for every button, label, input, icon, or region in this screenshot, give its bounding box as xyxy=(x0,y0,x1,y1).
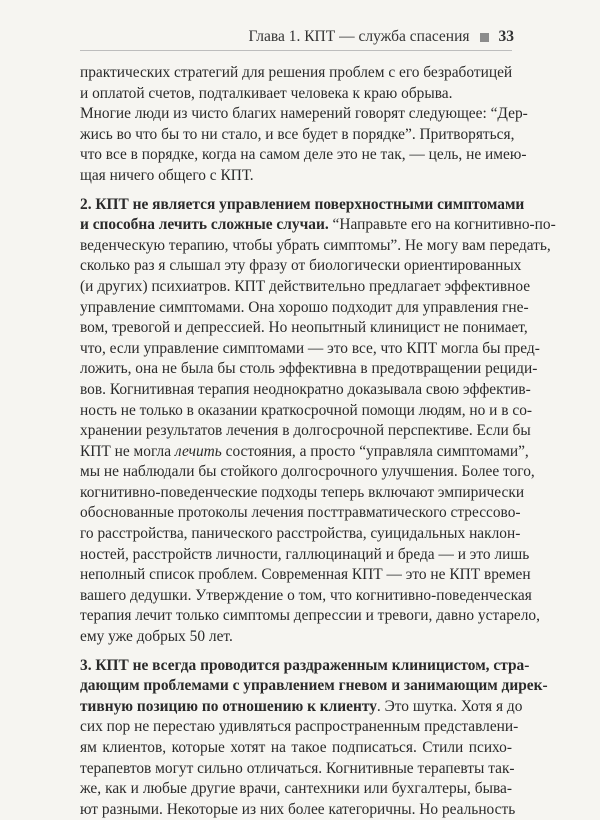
header-rule xyxy=(80,50,512,51)
text-line: вашего дедушки. Утверждение о том, что когнитивно-поведенческая xyxy=(80,586,532,604)
text-line: ностей, расстройств личности, галлюцинаций и бреда — и это лишь xyxy=(80,545,530,563)
text-line: же, как и любые другие врачи, сантехники или бухгалтеры, быва- xyxy=(80,780,512,798)
text-line: вов. Когнитивная терапия неоднократно доказывала свою эффектив- xyxy=(80,380,531,398)
page-number: 33 xyxy=(498,28,514,45)
paragraph-continuation xyxy=(80,63,512,104)
text-line: что, если управление симптомами — это все, что КПТ могла бы пред- xyxy=(80,339,540,357)
text-line: терапия лечит только симптомы депрессии и тревоги, давно устарело, xyxy=(80,607,540,625)
text-line: ют разными. Некоторые из них более категоричны. Но реальность xyxy=(80,800,516,818)
body-text xyxy=(80,63,556,820)
text-line: (и других) психиатров. КПТ действительно предлагает эффективное xyxy=(80,277,531,295)
text-run: . Это шутка. Хотя я до xyxy=(376,697,523,715)
text-line: управление симптомами. Она хорошо подходит для управления гне- xyxy=(80,298,529,316)
text-line xyxy=(80,195,525,216)
text-line xyxy=(80,697,523,718)
item-heading: 3. КПТ не всегда проводится раздраженным клиницистом, стра- xyxy=(80,656,530,674)
text-line xyxy=(80,676,548,697)
item-heading: 2. КПТ не является управлением поверхностными симптомами xyxy=(80,195,525,213)
text-line: терапевтов могут сильно отличаться. Когнитивные терапевты так- xyxy=(80,759,515,777)
text-line: веденческую терапию, чтобы убрать симптомы”. Не могу вам передать, xyxy=(80,236,551,254)
text-line xyxy=(80,656,530,677)
text-line xyxy=(80,215,556,236)
text-line: неполный список проблем. Современная КПТ — это не КПТ времен xyxy=(80,566,531,584)
text-line xyxy=(80,442,529,463)
text-run: КПТ не могла xyxy=(80,442,175,460)
emphasis: лечить xyxy=(174,442,222,460)
text-line: и оплатой счетов, подталкивает человека к краю обрыва. xyxy=(80,84,453,102)
text-run: “Направьте его на когнитивно-по- xyxy=(328,216,556,234)
text-run: состояния, а просто “управляла симптомами”, xyxy=(221,442,529,460)
text-line: Многие люди из чисто благих намерений говорят следующее: “Дер- xyxy=(80,105,528,123)
text-line: хранении результатов лечения в долгосрочной перспективе. Если бы xyxy=(80,422,531,440)
list-item-2 xyxy=(80,195,556,648)
paragraph-well-wishers xyxy=(80,104,528,186)
text-line: что все в порядке, когда на самом деле это не так, — цель, не имею- xyxy=(80,146,527,164)
item-heading: дающим проблемами с управлением гневом и занимающим дирек- xyxy=(80,677,548,695)
text-line: вом, тревогой и депрессией. Но неопытный клиницист не понимает, xyxy=(80,319,528,337)
square-bullet-icon xyxy=(480,33,489,42)
list-item-3 xyxy=(80,656,548,820)
text-line: ность не только в оказании краткосрочной помощи людям, но и в со- xyxy=(80,401,533,419)
text-line: ему уже добрых 50 лет. xyxy=(80,628,233,646)
text-line: го расстройства, панического расстройства, суицидальных наклон- xyxy=(80,525,521,543)
running-head xyxy=(248,28,514,46)
text-line: жись во что бы то ни стало, и все будет в порядке”. Притворяться, xyxy=(80,125,515,143)
text-line: практических стратегий для решения проблем с его безработицей xyxy=(80,64,513,81)
text-line: сколько раз я слышал эту фразу от биологически ориентированных xyxy=(80,257,522,275)
item-heading: и способна лечить сложные случаи. xyxy=(80,216,329,234)
chapter-title: Глава 1. КПТ — служба спасения xyxy=(248,28,470,45)
text-line: ложить, она не была бы столь эффективна в предотвращении рециди- xyxy=(80,360,538,378)
text-line: мы не наблюдали бы стойкого долгосрочного улучшения. Более того, xyxy=(80,463,535,481)
text-line: обоснованные протоколы лечения посттравматического стрессово- xyxy=(80,504,521,522)
text-line: когнитивно-поведенческие подходы теперь включают эмпирически xyxy=(80,483,525,501)
text-line: сих пор не перестаю удивляться распространенным представлени- xyxy=(80,718,519,736)
text-line: ям клиентов, которые хотят на такое подписаться. Стили психо- xyxy=(80,739,512,756)
item-heading: тивную позицию по отношению к клиенту xyxy=(80,697,377,715)
text-line: щая ничего общего с КПТ. xyxy=(80,166,254,184)
